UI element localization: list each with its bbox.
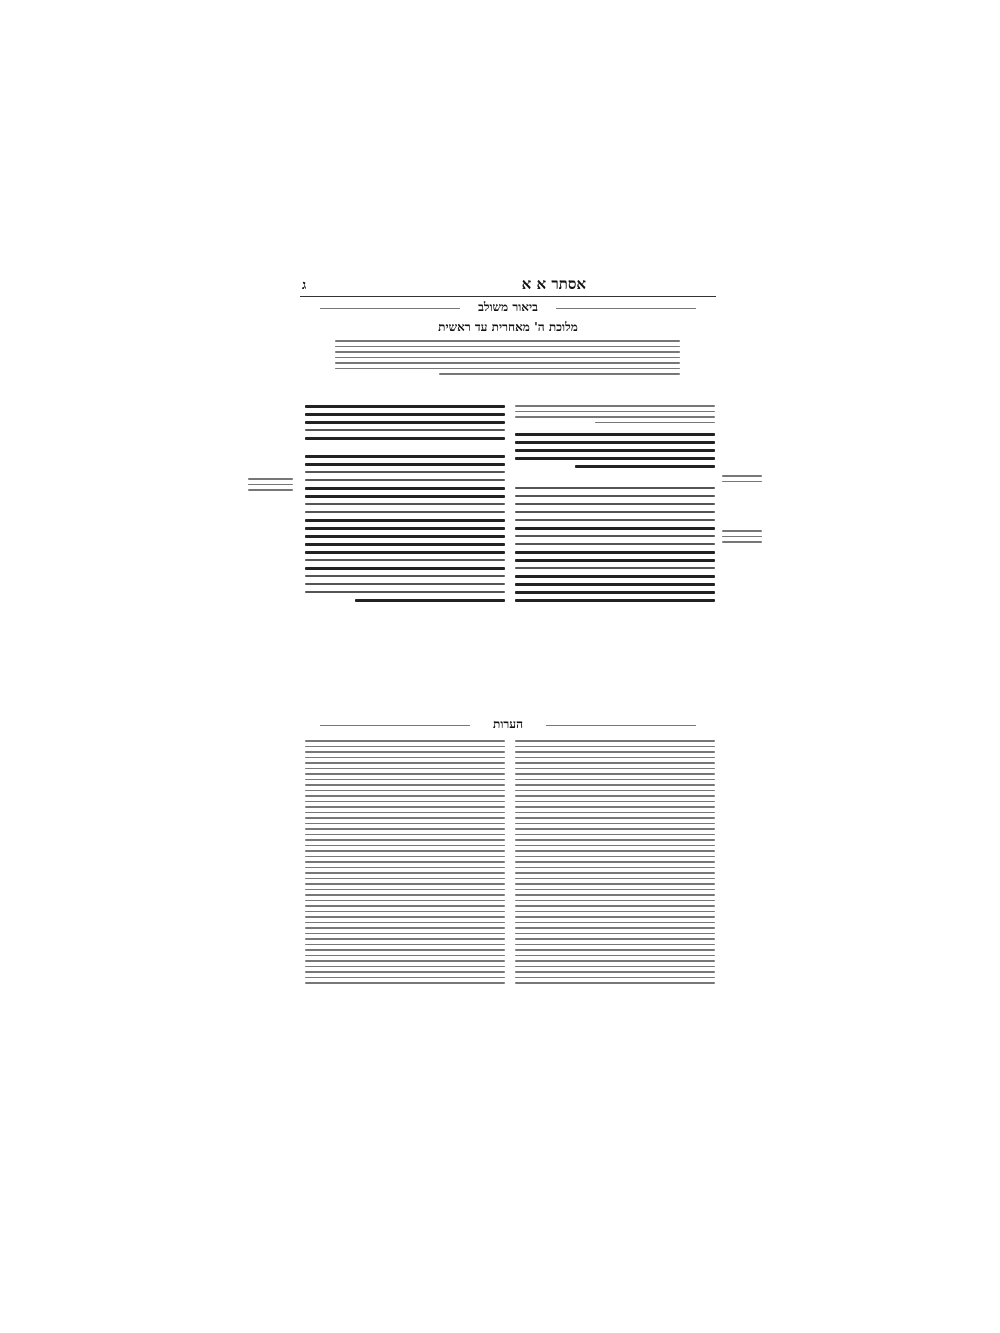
margin-note-right-2 [722, 530, 762, 547]
summary-text [335, 340, 680, 379]
running-header [300, 275, 716, 297]
margin-note-right-1 [722, 475, 762, 486]
page-number: ג [302, 278, 307, 293]
margin-note-left [248, 478, 293, 495]
notes-right-column [515, 740, 715, 988]
header-rule [300, 296, 716, 297]
notes-left-column [305, 740, 505, 988]
commentary-banner [300, 300, 716, 318]
notes-label: הערות [493, 717, 523, 731]
notes-banner [300, 717, 716, 735]
book-title: אסתר א א [521, 275, 586, 293]
document-page [300, 270, 716, 1040]
right-column-text [515, 405, 715, 607]
section-title: מלוכת ה' מאחרית עד ראשית [438, 320, 578, 334]
banner-label: ביאור משולב [478, 300, 538, 314]
left-column-text [305, 405, 505, 607]
